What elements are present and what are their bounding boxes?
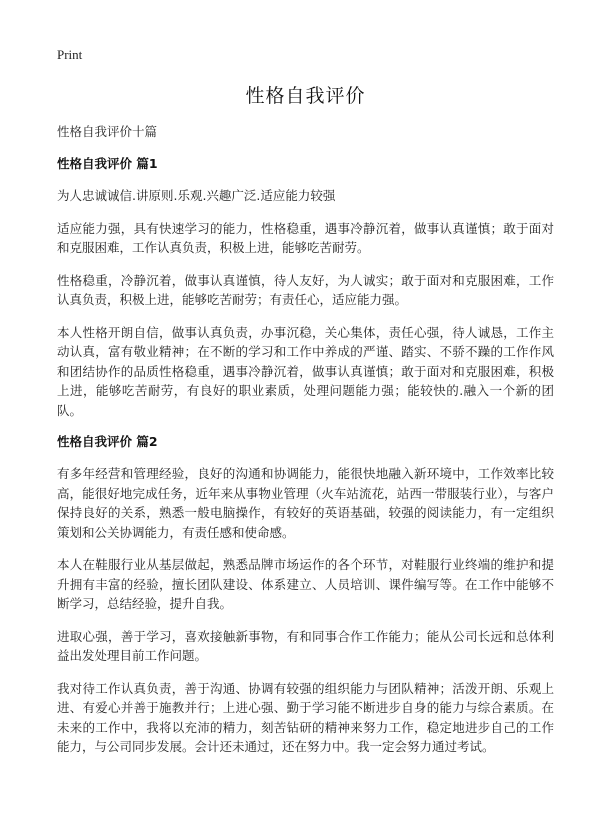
section-heading: 性格自我评价 篇1 xyxy=(57,156,158,171)
paragraph: 有多年经营和管理经验，良好的沟通和协调能力，能很快地融入新环境中，工作效率比较高，能很好地完成任务，近年来从事物业管理（火车站流花，站西一带服装行业），与客户保持良好的关系，熟悉一般电脑操作，有较好的英语基础，较强的阅读能力，有一定组织策划和公关协调能力，有责任感和使命感。 xyxy=(57,466,554,540)
paragraph: 我对待工作认真负责，善于沟通、协调有较强的组织能力与团队精神；活泼开朗、乐观上进、有爱心并善于施教并行；上进心强、勤于学习能不断进步自身的能力与综合素质。在未来的工作中，我将以充沛的精力，刻苦钻研的精神来努力工作，稳定地进步自己的工作能力，与公司同步发展。会计还未通过，还在努力中。我一定会努力通过考试。 xyxy=(57,680,554,754)
page-title: 性格自我评价 xyxy=(245,85,366,107)
section-heading: 性格自我评价 篇2 xyxy=(57,434,158,449)
paragraph: 适应能力强，具有快速学习的能力，性格稳重，遇事冷静沉着，做事认真谨慎；敢于面对和克服困难，工作认真负责，积极上进，能够吃苦耐劳。 xyxy=(57,220,554,255)
paragraph: 本人在鞋服行业从基层做起，熟悉品牌市场运作的各个环节，对鞋服行业终端的维护和提升拥有丰富的经验，擅长团队建设、体系建立、人员培训、课件编写等。在工作中能够不断学习，总结经验，提升自我。 xyxy=(57,557,554,611)
paragraph: 性格稳重，冷静沉着，做事认真谨慎，待人友好，为人诚实；敢于面对和克服困难，工作认真负责，积极上进，能够吃苦耐劳；有责任心，适应能力强。 xyxy=(57,272,554,307)
document-subtitle: 性格自我评价十篇 xyxy=(57,124,158,139)
section-1 xyxy=(57,155,554,420)
paragraph: 进取心强，善于学习，喜欢接触新事物，有和同事合作工作能力；能从公司长远和总体利益出发处理目前工作问题。 xyxy=(57,628,554,663)
paragraph: 本人性格开朗自信，做事认真负责，办事沉稳，关心集体，责任心强，待人诚恳，工作主动认真，富有敬业精神；在不断的学习和工作中养成的严谨、踏实、不骄不躁的工作作风和团结协作的品质性格稳重，遇事冷静沉着，做事认真谨慎；敢于面对和克服困难，积极上进，能够吃苦耐劳，有良好的职业素质，处理问题能力强；能较快的.融入一个新的团队。 xyxy=(57,324,554,418)
section-2 xyxy=(57,433,554,757)
print-link[interactable]: Print xyxy=(57,47,83,62)
paragraph: 为人忠诚诚信.讲原则.乐观.兴趣广泛.适应能力较强 xyxy=(57,188,336,203)
